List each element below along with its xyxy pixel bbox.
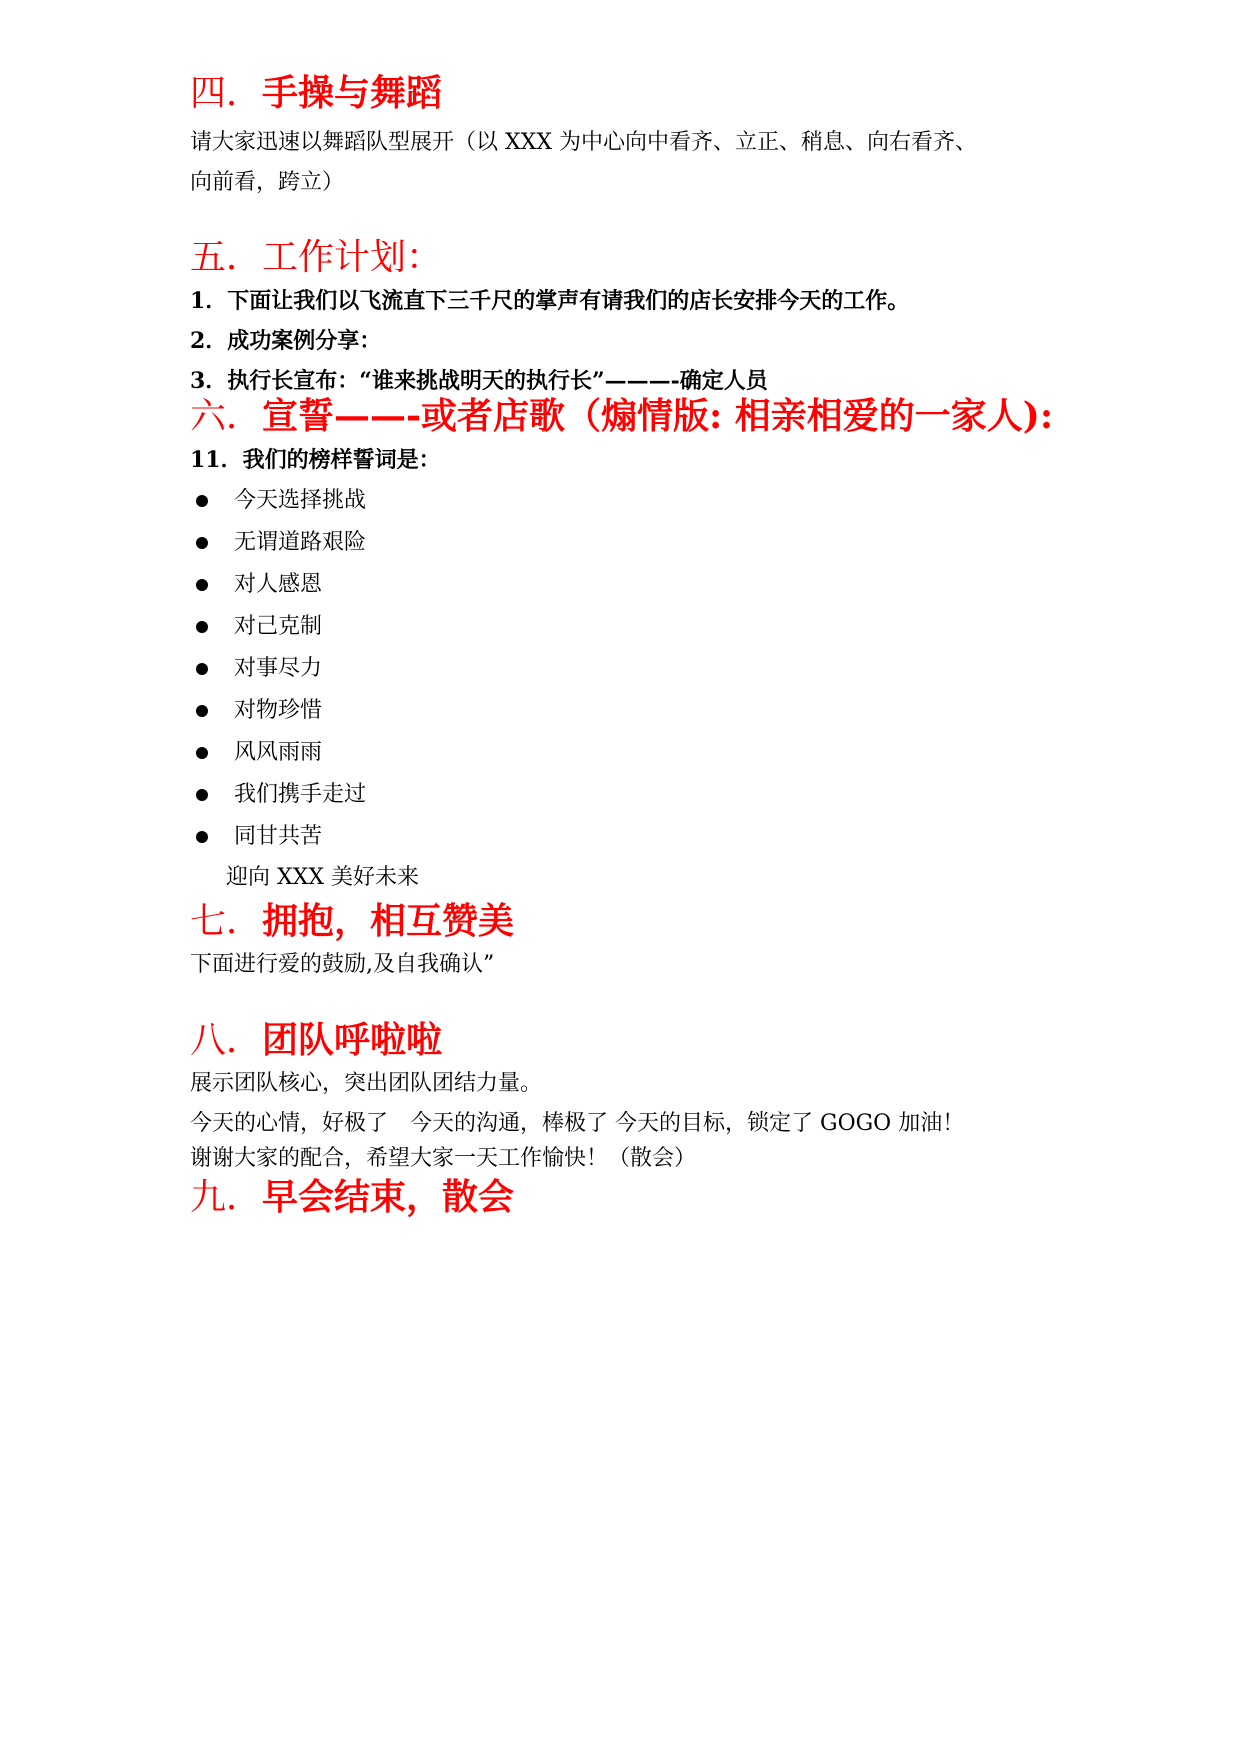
section-9-title: 早会结束，散会 (262, 1176, 515, 1218)
section-8-line-3: 谢谢大家的配合，希望大家一天工作愉快！（散会） (190, 1146, 697, 1171)
bullet-icon (196, 747, 208, 759)
list-item-text: 无谓道路艰险 (234, 530, 367, 555)
list-item-text: 对己克制 (234, 614, 323, 639)
section-5-item-2: 2．成功案例分享： (190, 328, 382, 354)
section-5-item-1: 1．下面让我们以飞流直下三千尺的掌声有请我们的店长安排今天的工作。 (190, 288, 910, 314)
list-item (190, 564, 1090, 606)
list-item (190, 648, 1090, 690)
section-5-heading (190, 235, 1090, 281)
section-9-heading (190, 1174, 1090, 1221)
section-4-heading (190, 70, 1090, 117)
section-4-line-2: 向前看，跨立） (190, 170, 345, 195)
bullet-icon (196, 705, 208, 717)
bullet-icon (196, 579, 208, 591)
list-item-text: 对物珍惜 (234, 698, 323, 723)
list-item (190, 480, 1090, 522)
list-item-text: 今天选择挑战 (234, 488, 367, 513)
section-8-line-1: 展示团队核心，突出团队团结力量。 (190, 1071, 543, 1096)
section-4-line-1: 请大家迅速以舞蹈队型展开（以 XXX 为中心向中看齐、立正、稍息、向右看齐、 (190, 130, 977, 155)
section-9-number: 九． (190, 1177, 263, 1218)
section-5-title: 工作计划： (262, 237, 443, 278)
section-7-title: 拥抱，相互赞美 (262, 900, 515, 942)
list-item (190, 816, 1090, 858)
list-item (190, 774, 1090, 816)
bullet-icon (196, 831, 208, 843)
section-7-line-1: 下面进行爱的鼓励,及自我确认” (190, 952, 495, 977)
bullet-icon (196, 663, 208, 675)
list-item-text: 风风雨雨 (234, 740, 323, 765)
list-item-text: 同甘共苦 (234, 824, 323, 849)
list-item-text: 我们携手走过 (234, 782, 367, 807)
section-6-tail: 迎向 XXX 美好未来 (226, 865, 419, 890)
list-item (190, 732, 1090, 774)
bullet-icon (196, 495, 208, 507)
section-8-heading (190, 1017, 1090, 1064)
bullet-icon (196, 621, 208, 633)
bullet-icon (196, 537, 208, 549)
section-6-intro: 11．我们的榜样誓词是： (190, 447, 441, 473)
section-7-heading (190, 898, 1090, 945)
section-4-title: 手操与舞蹈 (262, 72, 443, 114)
list-item (190, 522, 1090, 564)
section-8-line-2: 今天的心情，好极了 今天的沟通，棒极了 今天的目标，锁定了 GOGO 加油！ (190, 1111, 965, 1136)
list-item-text: 对人感恩 (234, 572, 323, 597)
section-5-number: 五． (190, 237, 263, 278)
list-item-text: 对事尽力 (234, 656, 323, 681)
document-page (190, 70, 1090, 1221)
section-8-title: 团队呼啦啦 (262, 1019, 443, 1061)
section-6-heading (190, 393, 1090, 440)
section-6-title: 宣誓——-或者店歌（煽情版: 相亲相爱的一家人): (262, 395, 1054, 437)
section-6-number: 六． (190, 396, 263, 437)
section-5-item-3: 3．执行长宣布：“谁来挑战明天的执行长”———-确定人员 (190, 368, 768, 394)
bullet-icon (196, 789, 208, 801)
list-item (190, 690, 1090, 732)
section-4-number: 四． (190, 73, 263, 114)
section-8-number: 八． (190, 1020, 263, 1061)
list-item (190, 606, 1090, 648)
section-7-number: 七． (190, 901, 263, 942)
